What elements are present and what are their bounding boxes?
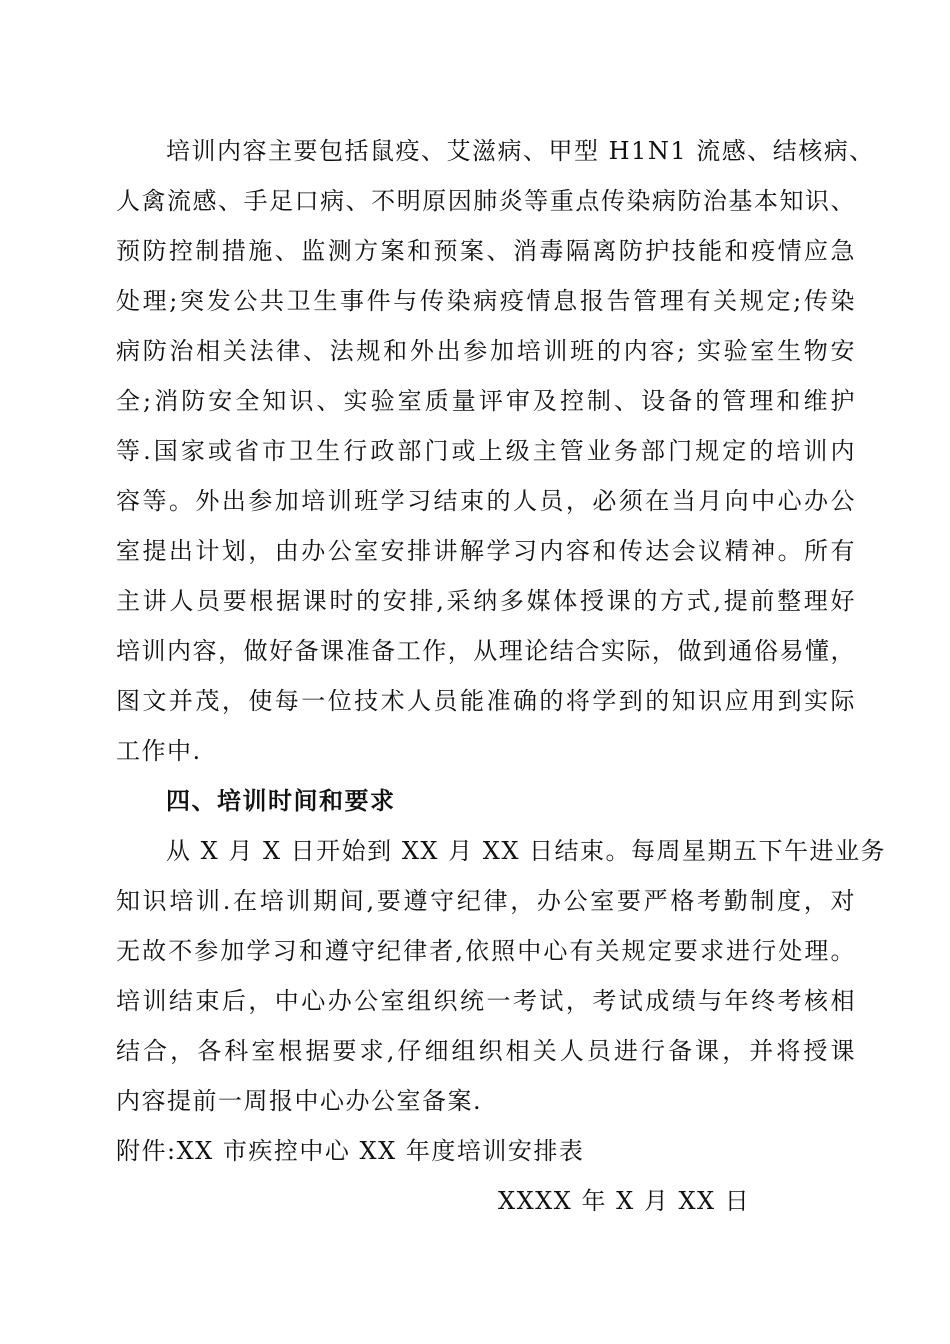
content-line: 人禽流感、手足口病、不明原因肺炎等重点传染病防治基本知识、 [116,187,856,215]
requirements-line: 内容提前一周报中心办公室备案. [116,1087,483,1115]
content-line: 容等。外出参加培训班学习结束的人员，必须在当月向中心办公 [116,487,856,515]
content-line: 工作中. [116,737,202,765]
content-line: 培训内容主要包括鼠疫、艾滋病、甲型 H1N1 流感、结核病、 [166,137,875,165]
attachment-note: 附件:XX 市疾控中心 XX 年度培训安排表 [116,1137,585,1165]
content-line: 图文并茂，使每一位技术人员能准确的将学到的知识应用到实际 [116,687,856,715]
requirements-line: 无故不参加学习和遵守纪律者,依照中心有关规定要求进行处理。 [116,937,856,965]
content-line: 处理;突发公共卫生事件与传染病疫情息报告管理有关规定;传染 [116,287,856,315]
content-line: 室提出计划，由办公室安排讲解学习内容和传达会议精神。所有 [116,537,856,565]
document-date: XXXX 年 X 月 XX 日 [498,1187,751,1215]
content-line: 培训内容，做好备课准备工作，从理论结合实际，做到通俗易懂， [116,637,856,665]
content-line: 病防治相关法律、法规和外出参加培训班的内容; 实验室生物安 [116,337,856,365]
section-heading: 四、培训时间和要求 [166,786,396,815]
requirements-line: 结合，各科室根据要求,仔细组织相关人员进行备课，并将授课 [116,1037,856,1065]
requirements-line: 培训结束后，中心办公室组织统一考试，考试成绩与年终考核相 [116,987,856,1015]
content-line: 主讲人员要根据课时的安排,采纳多媒体授课的方式,提前整理好 [116,587,856,615]
requirements-line: 从 X 月 X 日开始到 XX 月 XX 日结束。每周星期五下午进业务 [166,837,887,865]
content-line: 等.国家或省市卫生行政部门或上级主管业务部门规定的培训内 [116,437,856,465]
requirements-line: 知识培训.在培训期间,要遵守纪律，办公室要严格考勤制度，对 [116,887,856,915]
content-line: 全;消防安全知识、实验室质量评审及控制、设备的管理和维护 [116,387,856,415]
content-line: 预防控制措施、监测方案和预案、消毒隔离防护技能和疫情应急 [116,237,856,265]
